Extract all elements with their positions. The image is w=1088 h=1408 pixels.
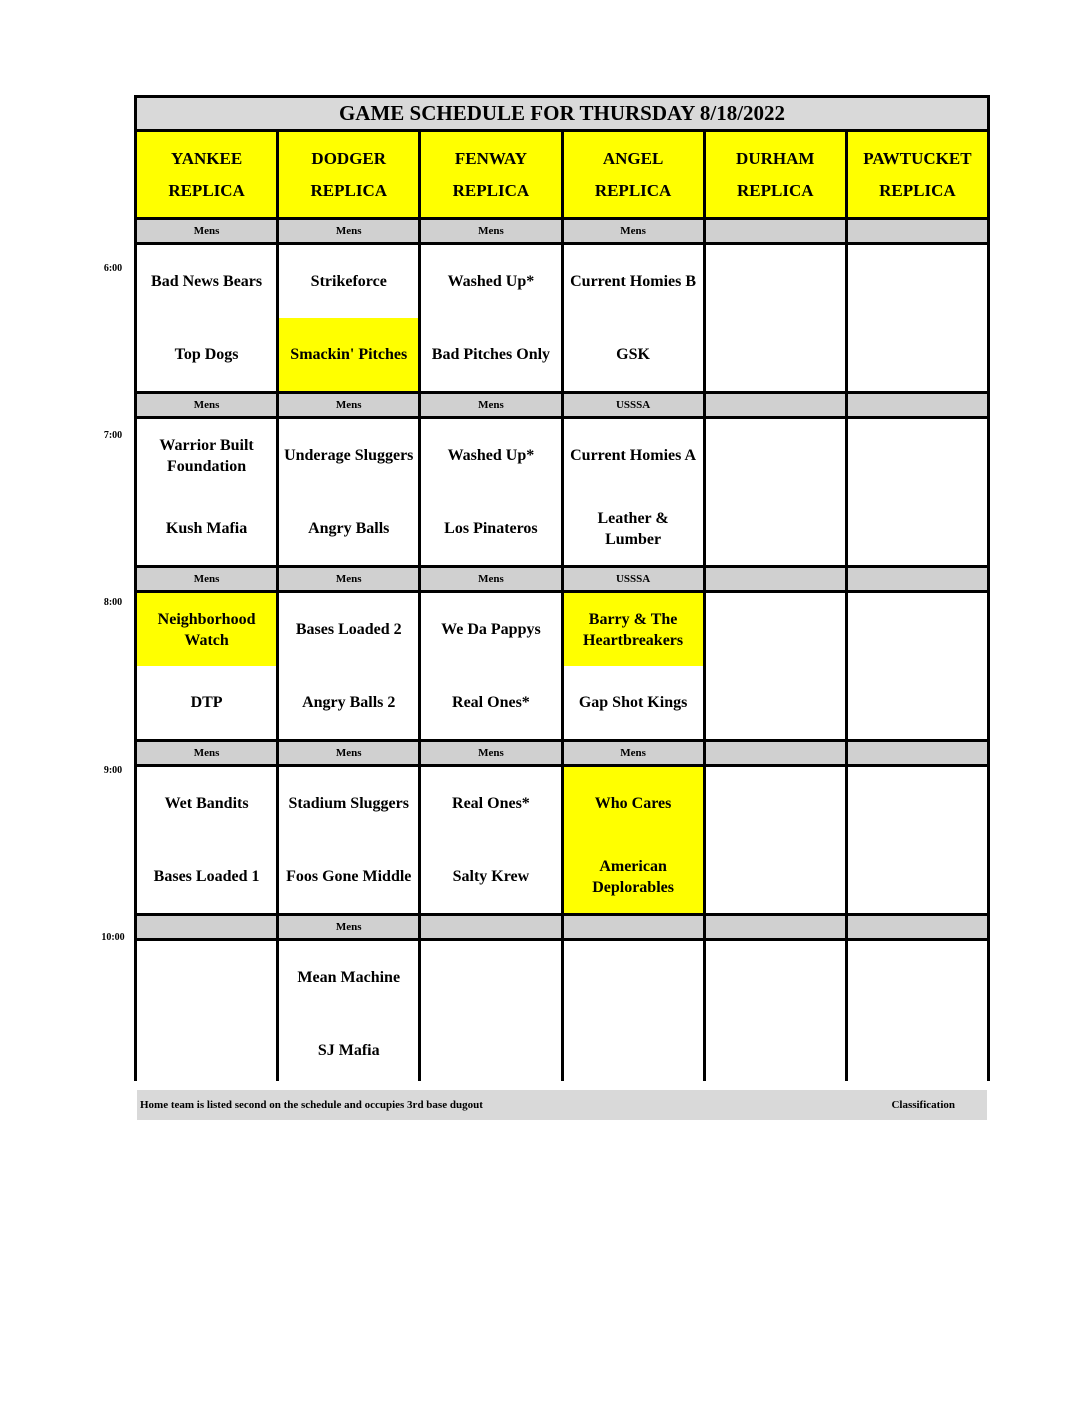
game-cell (279, 593, 418, 739)
classification-cell: USSSA (564, 394, 703, 416)
home-team: Foos Gone Middle (286, 868, 412, 885)
classification-cell (421, 916, 560, 938)
field-name: ANGEL (602, 148, 664, 168)
time-label: 8:00 (103, 597, 123, 608)
home-team: Leather & Lumber (597, 509, 669, 548)
classification-cell (848, 220, 987, 242)
away-team (421, 941, 560, 1014)
field-header-pawtucket (848, 132, 987, 217)
field-name: YANKEE (170, 148, 243, 168)
classification-cell: Mens (137, 394, 276, 416)
home-team: DTP (190, 694, 223, 711)
classification-cell (706, 742, 845, 764)
home-team: Top Dogs (174, 346, 239, 363)
game-cell (421, 941, 560, 1087)
away-team (848, 767, 987, 840)
away-team: Strikeforce (310, 273, 387, 290)
time-label: 10:00 (101, 932, 125, 943)
home-team: Bases Loaded 1 (153, 868, 260, 885)
home-team (706, 492, 845, 565)
home-team (706, 1014, 845, 1087)
classification-cell: Mens (564, 220, 703, 242)
away-team: Real Ones* (452, 795, 530, 812)
classification-cell (848, 394, 987, 416)
game-cell (848, 245, 987, 391)
classification-cell: Mens (279, 220, 418, 242)
time-label: 7:00 (103, 430, 123, 441)
away-team: Warrior Built Foundation (159, 436, 254, 475)
classification-cell: Mens (279, 568, 418, 590)
home-team: Smackin' Pitches (279, 318, 418, 391)
field-header-durham (706, 132, 845, 217)
field-header-angel (564, 132, 703, 217)
game-cell (848, 593, 987, 739)
home-team: Angry Balls 2 (302, 694, 396, 711)
game-cell (564, 593, 703, 739)
footer-classification: Classification (891, 1099, 955, 1111)
home-team (848, 492, 987, 565)
field-sub: REPLICA (310, 180, 387, 200)
game-cell (564, 419, 703, 565)
game-cell (137, 419, 276, 565)
field-name: FENWAY (454, 148, 527, 168)
schedule-sheet (134, 95, 990, 1111)
home-team: Salty Krew (452, 868, 530, 885)
home-team: Gap Shot Kings (578, 694, 688, 711)
time-label: 6:00 (103, 263, 123, 274)
away-team (564, 941, 703, 1014)
game-cell (279, 419, 418, 565)
field-name: PAWTUCKET (863, 148, 972, 168)
game-cell (564, 767, 703, 913)
away-team (706, 593, 845, 666)
field-sub: REPLICA (452, 180, 530, 200)
game-cell (137, 593, 276, 739)
away-team: Who Cares (564, 767, 703, 840)
away-team: Mean Machine (297, 969, 401, 986)
away-team: Washed Up* (447, 447, 535, 464)
away-team: Barry & The Heartbreakers (564, 593, 703, 666)
game-cell (421, 767, 560, 913)
away-team: We Da Pappys (441, 621, 541, 638)
classification-cell: Mens (137, 220, 276, 242)
game-cell (137, 941, 276, 1087)
game-cell (706, 941, 845, 1087)
away-team: Stadium Sluggers (288, 795, 409, 812)
game-cell (279, 245, 418, 391)
home-team: Real Ones* (452, 694, 530, 711)
time-label: 9:00 (103, 765, 123, 776)
classification-cell (564, 916, 703, 938)
page-title: GAME SCHEDULE FOR THURSDAY 8/18/2022 (137, 98, 987, 129)
away-team (848, 593, 987, 666)
home-team (848, 666, 987, 739)
game-cell (848, 941, 987, 1087)
game-cell (706, 419, 845, 565)
footer-note: Home team is listed second on the schedule and occupies 3rd base dugout (140, 1099, 483, 1111)
home-team (137, 1014, 276, 1087)
away-team (848, 941, 987, 1014)
classification-cell: Mens (421, 568, 560, 590)
classification-cell: Mens (421, 394, 560, 416)
home-team: Angry Balls (308, 520, 390, 537)
game-cell (137, 245, 276, 391)
away-team: Bases Loaded 2 (295, 621, 402, 638)
field-sub: REPLICA (736, 180, 814, 200)
away-team (706, 767, 845, 840)
home-team (848, 318, 987, 391)
home-team: Los Pinateros (444, 520, 538, 537)
field-name: DODGER (311, 148, 387, 168)
away-team (848, 245, 987, 318)
classification-cell: Mens (421, 742, 560, 764)
game-cell (706, 767, 845, 913)
field-sub: REPLICA (594, 180, 672, 200)
away-team (848, 419, 987, 492)
home-team (421, 1014, 560, 1087)
classification-cell: Mens (279, 742, 418, 764)
away-team: Current Homies A (570, 447, 697, 464)
classification-cell: Mens (279, 394, 418, 416)
home-team (706, 318, 845, 391)
game-cell (137, 767, 276, 913)
field-header-dodger (279, 132, 418, 217)
classification-cell: Mens (564, 742, 703, 764)
classification-cell: Mens (421, 220, 560, 242)
classification-cell (848, 916, 987, 938)
classification-cell (848, 742, 987, 764)
classification-cell: Mens (279, 916, 418, 938)
classification-cell (137, 916, 276, 938)
classification-cell: Mens (137, 742, 276, 764)
game-cell (421, 419, 560, 565)
game-cell (421, 245, 560, 391)
game-cell (564, 245, 703, 391)
home-team (706, 666, 845, 739)
classification-cell (706, 916, 845, 938)
classification-cell: USSSA (564, 568, 703, 590)
home-team (848, 1014, 987, 1087)
away-team (706, 419, 845, 492)
field-sub: REPLICA (879, 180, 956, 200)
game-cell (706, 593, 845, 739)
game-cell (848, 419, 987, 565)
classification-cell (706, 394, 845, 416)
game-cell (848, 767, 987, 913)
home-team (564, 1014, 703, 1087)
home-team: Kush Mafia (165, 520, 248, 537)
field-sub: REPLICA (168, 180, 245, 200)
classification-cell (706, 220, 845, 242)
home-team (848, 840, 987, 913)
game-cell (421, 593, 560, 739)
away-team: Washed Up* (447, 273, 535, 290)
game-cell (279, 941, 418, 1087)
field-header-yankee (137, 132, 276, 217)
home-team: Bad Pitches Only (431, 346, 551, 363)
field-name: DURHAM (736, 148, 815, 168)
away-team: Wet Bandits (164, 795, 249, 812)
classification-cell (706, 568, 845, 590)
footer-row (137, 1090, 987, 1120)
game-cell (279, 767, 418, 913)
away-team (137, 941, 276, 1014)
away-team (706, 245, 845, 318)
classification-cell (848, 568, 987, 590)
game-cell (564, 941, 703, 1087)
away-team: Current Homies B (570, 273, 697, 290)
home-team: American Deplorables (564, 840, 703, 913)
game-cell (706, 245, 845, 391)
away-team: Neighborhood Watch (137, 593, 276, 666)
home-team (706, 840, 845, 913)
away-team: Bad News Bears (151, 273, 263, 290)
home-team: SJ Mafia (317, 1042, 380, 1059)
away-team (706, 941, 845, 1014)
field-header-fenway (421, 132, 560, 217)
classification-cell: Mens (137, 568, 276, 590)
home-team: GSK (616, 346, 650, 363)
away-team: Underage Sluggers (284, 447, 414, 464)
